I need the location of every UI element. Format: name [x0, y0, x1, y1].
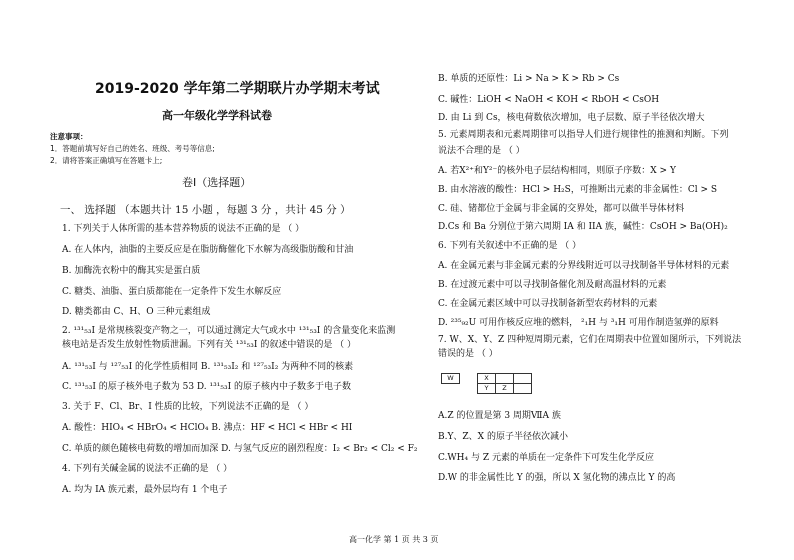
- question-line: B. 加酶洗衣粉中的酶其实是蛋白质: [62, 266, 201, 276]
- page-footer: 高一化学 第 1 页 共 3 页: [349, 535, 439, 544]
- question-line: 说法不合理的是 （ ）: [438, 146, 525, 156]
- question-line: C. 在金属元素区域中可以寻找制备新型农药材料的元素: [438, 299, 658, 309]
- table-cell: Z: [496, 384, 514, 394]
- question-line: 错误的是 （ ）: [438, 349, 498, 359]
- question-line: C. 碱性：LiOH < NaOH < KOH < RbOH < CsOH: [438, 95, 660, 105]
- table-cell: [442, 384, 460, 394]
- question-line: B. 单质的还原性：Li > Na > K > Rb > Cs: [438, 74, 620, 84]
- question-line: D. ²³⁵₉₂U 可用作核反应堆的燃料， ²₁H 与 ³₁H 可用作制造氢弹的原料: [438, 318, 719, 328]
- question-line: A. 酸性：HIO₄ < HBrO₄ < HClO₄ B. 沸点：HF < HCl < HBr < HI: [62, 423, 353, 433]
- question-line: 核电站是否发生放射性物质泄漏。下列有关 ¹³¹₅₃I 的叙述中错误的是 （ ）: [62, 340, 357, 350]
- part-title: 卷I（选择题）: [182, 176, 252, 189]
- table-cell: [514, 374, 532, 384]
- question-line: A.Z 的位置是第 3 周期ⅦA 族: [438, 411, 561, 421]
- table-cell: [496, 374, 514, 384]
- question-line: 2. ¹³¹₅₃I 是常规核裂变产物之一，可以通过测定大气或水中 ¹³¹₅₃I 的含量变化来监测: [62, 326, 396, 336]
- question-line: D. 由 Li 到 Cs，核电荷数依次增加，电子层数、原子半径依次增大: [438, 113, 705, 123]
- question-line: C. 单质的颜色随核电荷数的增加而加深 D. 与氢气反应的剧烈程度：I₂ < Br₂ < Cl₂ < F₂: [62, 444, 418, 454]
- question-line: B.Y、Z、X 的原子半径依次减小: [438, 432, 568, 442]
- table-cell: [514, 384, 532, 394]
- table-cell: X: [478, 374, 496, 384]
- question-line: C. ¹³¹₅₃I 的原子核外电子数为 53 D. ¹³¹₅₃I 的原子核内中子数多于电子数: [62, 382, 351, 392]
- question-line: A. ¹³¹₅₃I 与 ¹²⁷₅₃I 的化学性质相同 B. ¹³¹₅₃I₂ 和 ¹²⁷₅₃I₂ 为两种不同的核素: [62, 362, 354, 372]
- exam-subtitle: 高一年级化学学科试卷: [162, 109, 272, 122]
- table-cell: [460, 374, 478, 384]
- question-line: B. 由水溶液的酸性：HCl > H₂S，可推断出元素的非金属性：Cl > S: [438, 185, 718, 195]
- question-line: A. 均为 IA 族元素，最外层均有 1 个电子: [62, 485, 228, 495]
- question-line: C. 糖类、油脂、蛋白质都能在一定条件下发生水解反应: [62, 287, 282, 297]
- question-line: A. 在人体内，油脂的主要反应是在脂肪酶催化下水解为高级脂肪酸和甘油: [62, 245, 354, 255]
- question-line: A. 在金属元素与非金属元素的分界线附近可以寻找制备半导体材料的元素: [438, 261, 730, 271]
- question-line: 5. 元素周期表和元素周期律可以指导人们进行规律性的推测和判断。下列: [438, 130, 729, 140]
- question-line: 4. 下列有关碱金属的说法不正确的是 （ ）: [62, 464, 233, 474]
- question-line: C.WH₄ 与 Z 元素的单质在一定条件下可发生化学反应: [438, 453, 654, 463]
- question-line: D. 糖类都由 C、H、O 三种元素组成: [62, 307, 211, 317]
- question-line: 3. 关于 F、Cl、Br、I 性质的比较，下列说法不正确的是 （ ）: [62, 402, 314, 412]
- table-cell: W: [442, 374, 460, 384]
- question-line: 7. W、X、Y、Z 四种短周期元素，它们在周期表中位置如图所示，下列说法: [438, 335, 742, 345]
- table-cell: [460, 384, 478, 394]
- notes-heading: 注意事项：: [50, 132, 88, 141]
- question-line: 1. 下列关于人体所需的基本营养物质的说法不正确的是 （ ）: [62, 224, 305, 234]
- question-line: A. 若X²⁺和Y²⁻的核外电子层结构相同，则原子序数：X > Y: [438, 166, 676, 176]
- question-line: 6. 下列有关叙述中不正确的是 （ ）: [438, 241, 582, 251]
- section-title: 一、 选择题 （本题共计 15 小题 ，每题 3 分 ，共计 45 分 ）: [60, 204, 351, 216]
- notes-item: 1．答题前填写好自己的姓名、班级、考号等信息;: [50, 144, 215, 153]
- question-line: D.Cs 和 Ba 分别位于第六周期 IA 和 IIA 族，碱性：CsOH > Ba(OH)₂: [438, 222, 728, 232]
- notes-item: 2．请将答案正确填写在答题卡上;: [50, 156, 163, 165]
- exam-title: 2019-2020 学年第二学期联片办学期末考试: [95, 81, 380, 97]
- question-line: C. 硅、锗都位于金属与非金属的交界处，都可以做半导体材料: [438, 204, 685, 214]
- table-cell: Y: [478, 384, 496, 394]
- question-line: D.W 的非金属性比 Y 的强，所以 X 氢化物的沸点比 Y 的高: [438, 473, 676, 483]
- periodic-table-fragment: [441, 373, 532, 394]
- question-line: B. 在过渡元素中可以寻找制备催化剂及耐高温材料的元素: [438, 280, 667, 290]
